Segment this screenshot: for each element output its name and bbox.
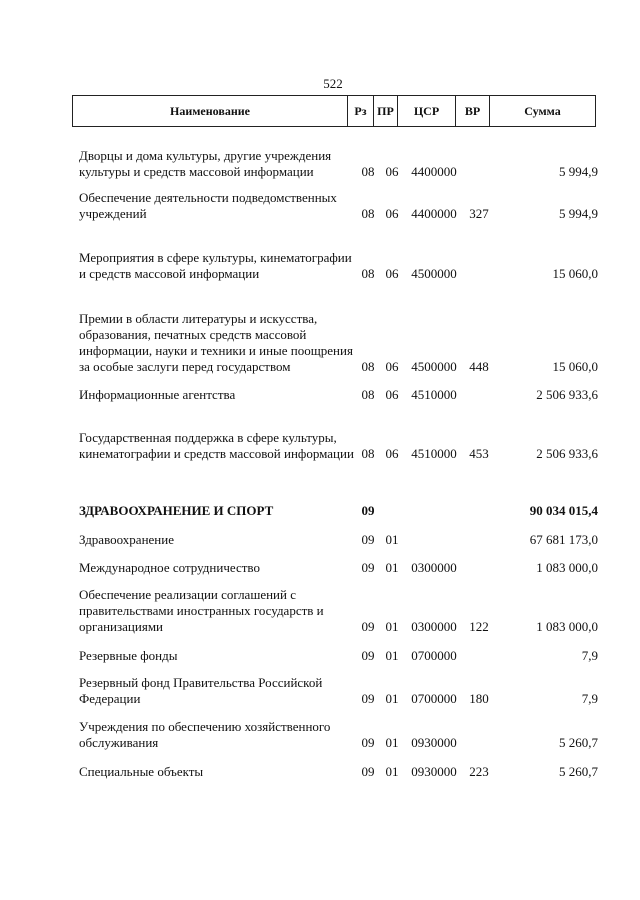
row-pr: 01 bbox=[385, 648, 399, 663]
row-csr: 4500000 bbox=[411, 359, 457, 374]
row-pr: 01 bbox=[385, 691, 399, 706]
row-csr: 0930000 bbox=[411, 764, 457, 779]
row-csr: 0930000 bbox=[411, 735, 457, 750]
row-pr: 01 bbox=[385, 735, 399, 750]
table-row bbox=[0, 719, 640, 751]
row-sum: 7,9 bbox=[581, 648, 598, 663]
row-sum: 67 681 173,0 bbox=[529, 532, 598, 547]
row-vr: 327 bbox=[469, 206, 489, 221]
row-csr: 0700000 bbox=[411, 691, 457, 706]
row-pr: 06 bbox=[385, 446, 399, 461]
row-rz: 09 bbox=[361, 648, 375, 663]
row-vr: 223 bbox=[469, 764, 489, 779]
row-sum: 2 506 933,6 bbox=[536, 387, 598, 402]
row-csr: 4400000 bbox=[411, 206, 457, 221]
row-sum: 5 994,9 bbox=[559, 164, 598, 179]
row-sum: 90 034 015,4 bbox=[529, 503, 598, 518]
row-rz: 08 bbox=[361, 266, 375, 281]
row-csr: 4510000 bbox=[411, 446, 457, 461]
page-number: 522 bbox=[323, 76, 343, 91]
row-name: Здравоохранение bbox=[79, 532, 174, 547]
row-csr: 0300000 bbox=[411, 619, 457, 634]
row-rz: 09 bbox=[361, 560, 375, 575]
row-csr: 4500000 bbox=[411, 266, 457, 281]
column-header-vr: ВР bbox=[455, 96, 489, 126]
table-row bbox=[0, 148, 640, 180]
column-header-rz: Рз bbox=[347, 96, 373, 126]
row-vr: 122 bbox=[469, 619, 489, 634]
table-row bbox=[0, 648, 640, 664]
table-row bbox=[0, 764, 640, 780]
row-name: Учреждения по обеспечению хозяйственного обслуживания bbox=[79, 719, 331, 750]
row-pr: 06 bbox=[385, 164, 399, 179]
row-name: Обеспечение деятельности подведомственных учреждений bbox=[79, 190, 337, 221]
row-rz: 08 bbox=[361, 359, 375, 374]
table-row bbox=[0, 190, 640, 222]
column-header-sum: Сумма bbox=[489, 96, 595, 126]
table-row bbox=[0, 387, 640, 403]
section-row bbox=[0, 503, 640, 519]
row-pr: 06 bbox=[385, 387, 399, 402]
row-name: Премии в области литературы и искусства, образования, печатных средств массовой информации, науки и техники и иные поощрения за особые заслуги перед государством bbox=[79, 311, 353, 374]
row-rz: 08 bbox=[361, 206, 375, 221]
row-rz: 09 bbox=[361, 532, 375, 547]
row-name: Международное сотрудничество bbox=[79, 560, 260, 575]
row-rz: 09 bbox=[361, 503, 375, 518]
row-sum: 7,9 bbox=[581, 691, 598, 706]
row-rz: 08 bbox=[361, 446, 375, 461]
row-csr: 4510000 bbox=[411, 387, 457, 402]
table-row bbox=[0, 675, 640, 707]
row-pr: 01 bbox=[385, 560, 399, 575]
row-sum: 5 260,7 bbox=[559, 735, 598, 750]
row-sum: 15 060,0 bbox=[552, 266, 598, 281]
row-pr: 01 bbox=[385, 532, 399, 547]
row-name: Государственная поддержка в сфере культуры, кинематографии и средств массовой информации bbox=[79, 430, 354, 461]
row-name: Информационные агентства bbox=[79, 387, 236, 402]
row-name: Резервные фонды bbox=[79, 648, 178, 663]
table-row bbox=[0, 250, 640, 282]
row-vr: 453 bbox=[469, 446, 489, 461]
row-vr: 180 bbox=[469, 691, 489, 706]
row-sum: 5 260,7 bbox=[559, 764, 598, 779]
row-rz: 08 bbox=[361, 387, 375, 402]
table-row bbox=[0, 532, 640, 548]
row-sum: 1 083 000,0 bbox=[536, 560, 598, 575]
row-name: Дворцы и дома культуры, другие учреждения культуры и средств массовой информации bbox=[79, 148, 332, 179]
row-vr: 448 bbox=[469, 359, 489, 374]
row-pr: 06 bbox=[385, 359, 399, 374]
row-rz: 09 bbox=[361, 691, 375, 706]
row-pr: 06 bbox=[385, 266, 399, 281]
row-sum: 2 506 933,6 bbox=[536, 446, 598, 461]
row-rz: 08 bbox=[361, 164, 375, 179]
row-name: Мероприятия в сфере культуры, кинематографии и средств массовой информации bbox=[79, 250, 352, 281]
row-csr: 0700000 bbox=[411, 648, 457, 663]
row-pr: 01 bbox=[385, 619, 399, 634]
table-row bbox=[0, 430, 640, 462]
column-header-pr: ПР bbox=[373, 96, 397, 126]
column-header-csr: ЦСР bbox=[397, 96, 455, 126]
row-name: Специальные объекты bbox=[79, 764, 204, 779]
row-csr: 4400000 bbox=[411, 164, 457, 179]
table-row bbox=[0, 560, 640, 576]
table-row bbox=[0, 587, 640, 635]
row-sum: 15 060,0 bbox=[552, 359, 598, 374]
row-rz: 09 bbox=[361, 764, 375, 779]
row-rz: 09 bbox=[361, 619, 375, 634]
table-row bbox=[0, 311, 640, 375]
row-sum: 1 083 000,0 bbox=[536, 619, 598, 634]
row-name: Обеспечение реализации соглашений с правительствами иностранных государств и организациями bbox=[79, 587, 324, 634]
row-rz: 09 bbox=[361, 735, 375, 750]
row-csr: 0300000 bbox=[411, 560, 457, 575]
row-name: ЗДРАВООХРАНЕНИЕ И СПОРТ bbox=[79, 503, 274, 518]
row-pr: 06 bbox=[385, 206, 399, 221]
row-pr: 01 bbox=[385, 764, 399, 779]
row-sum: 5 994,9 bbox=[559, 206, 598, 221]
column-header-name: Наименование bbox=[170, 103, 250, 118]
row-name: Резервный фонд Правительства Российской Федерации bbox=[79, 675, 323, 706]
